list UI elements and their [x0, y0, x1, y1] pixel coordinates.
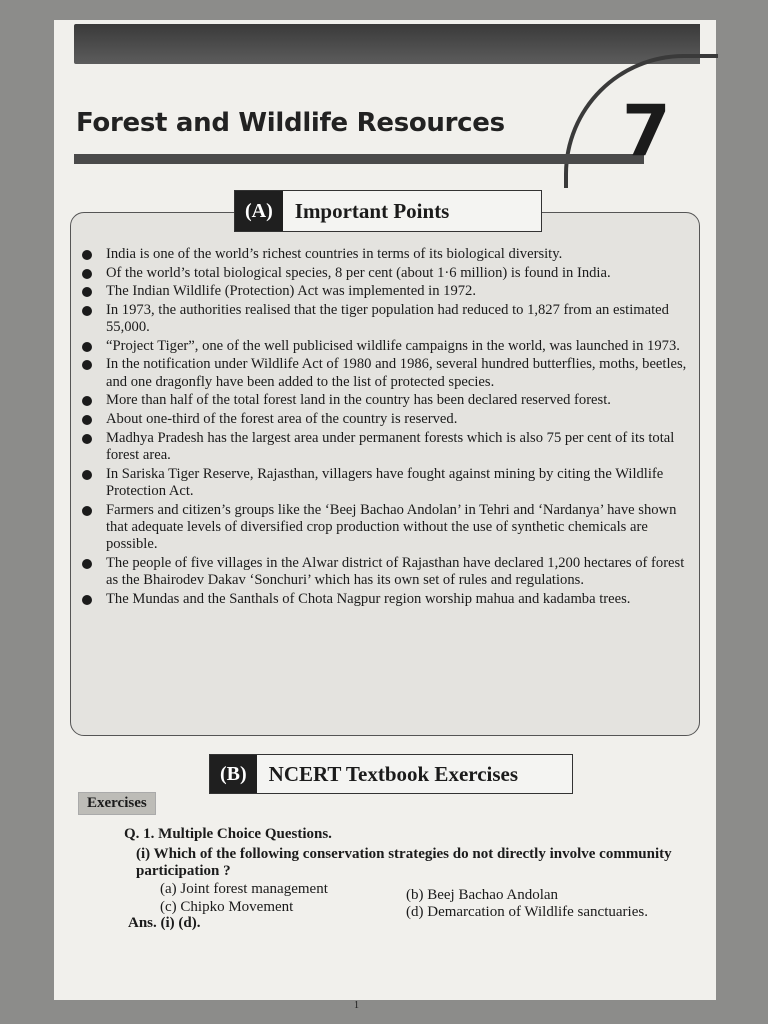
list-item: In 1973, the authorities realised that the tiger population had reduced to 1,827 from an estimated 55,000. — [78, 302, 694, 337]
title-rule — [74, 154, 644, 164]
list-item: Madhya Pradesh has the largest area under permanent forests which is also 75 per cent of its total forest area. — [78, 430, 694, 465]
page-number: 1 — [354, 1000, 359, 1011]
option-d: (d) Demarcation of Wildlife sanctuaries. — [406, 904, 648, 920]
section-a-tag: (A) — [235, 191, 283, 231]
section-b-title: NCERT Textbook Exercises — [268, 761, 519, 786]
exercises-label: Exercises — [78, 792, 156, 815]
bullet-icon — [82, 287, 92, 297]
section-a-heading — [234, 190, 542, 232]
list-item: Farmers and citizen’s groups like the ‘Beej Bachao Andolan’ in Tehri and ‘Nardanya’ have shown that adequate levels of diversified crop production without the use of synthetic chemicals are possible. — [78, 502, 694, 554]
chapter-title: Forest and Wildlife Resources — [76, 108, 505, 138]
bullet-icon — [82, 342, 92, 352]
header-band — [74, 24, 700, 64]
section-b-heading — [209, 754, 573, 794]
bullet-icon — [82, 396, 92, 406]
list-item: The Indian Wildlife (Protection) Act was implemented in 1972. — [78, 283, 694, 300]
bullet-icon — [82, 360, 92, 370]
bullet-icon — [82, 415, 92, 425]
option-b: (b) Beej Bachao Andolan — [406, 887, 559, 903]
list-item: In the notification under Wildlife Act of 1980 and 1986, several hundred butterflies, moths, beetles, and one dragonfly have been added to the list of protected species. — [78, 356, 694, 391]
list-item: About one-third of the forest area of the country is reserved. — [78, 411, 694, 428]
bullet-icon — [82, 306, 92, 316]
option-c: (c) Chipko Movement — [160, 899, 294, 915]
bullet-icon — [82, 595, 92, 605]
list-item: More than half of the total forest land in the country has been declared reserved forest. — [78, 392, 694, 409]
section-a-title: Important Points — [294, 198, 450, 223]
option-a: (a) Joint forest management — [160, 881, 328, 897]
question-i-text: (i) Which of the following conservation strategies do not directly involve community participation ? — [136, 846, 672, 879]
chapter-number: 7 — [622, 90, 671, 172]
list-item: Of the world’s total biological species, 8 per cent (about 1·6 million) is found in India. — [78, 265, 694, 282]
bullet-icon — [82, 269, 92, 279]
list-item: The people of five villages in the Alwar district of Rajasthan have declared 1,200 hectares of forest as the Bhairodev Dakav ‘Sonchuri’ which has its own set of rules and regulations. — [78, 555, 694, 590]
bullet-icon — [82, 559, 92, 569]
list-item: “Project Tiger”, one of the well publicised wildlife campaigns in the world, was launched in 1973. — [78, 338, 694, 355]
bullet-icon — [82, 506, 92, 516]
bullet-icon — [82, 434, 92, 444]
list-item: The Mundas and the Santhals of Chota Nagpur region worship mahua and kadamba trees. — [78, 591, 694, 608]
section-b-tag: (B) — [210, 755, 257, 793]
important-points-list — [78, 246, 694, 610]
page — [54, 20, 716, 1011]
answer-text: Ans. (i) (d). — [128, 915, 201, 931]
question-1-heading: Q. 1. Multiple Choice Questions. — [124, 826, 332, 842]
bullet-icon — [82, 470, 92, 480]
list-item: India is one of the world’s richest countries in terms of its biological diversity. — [78, 246, 694, 263]
bullet-icon — [82, 250, 92, 260]
list-item: In Sariska Tiger Reserve, Rajasthan, villagers have fought against mining by citing the Wildlife Protection Act. — [78, 466, 694, 501]
